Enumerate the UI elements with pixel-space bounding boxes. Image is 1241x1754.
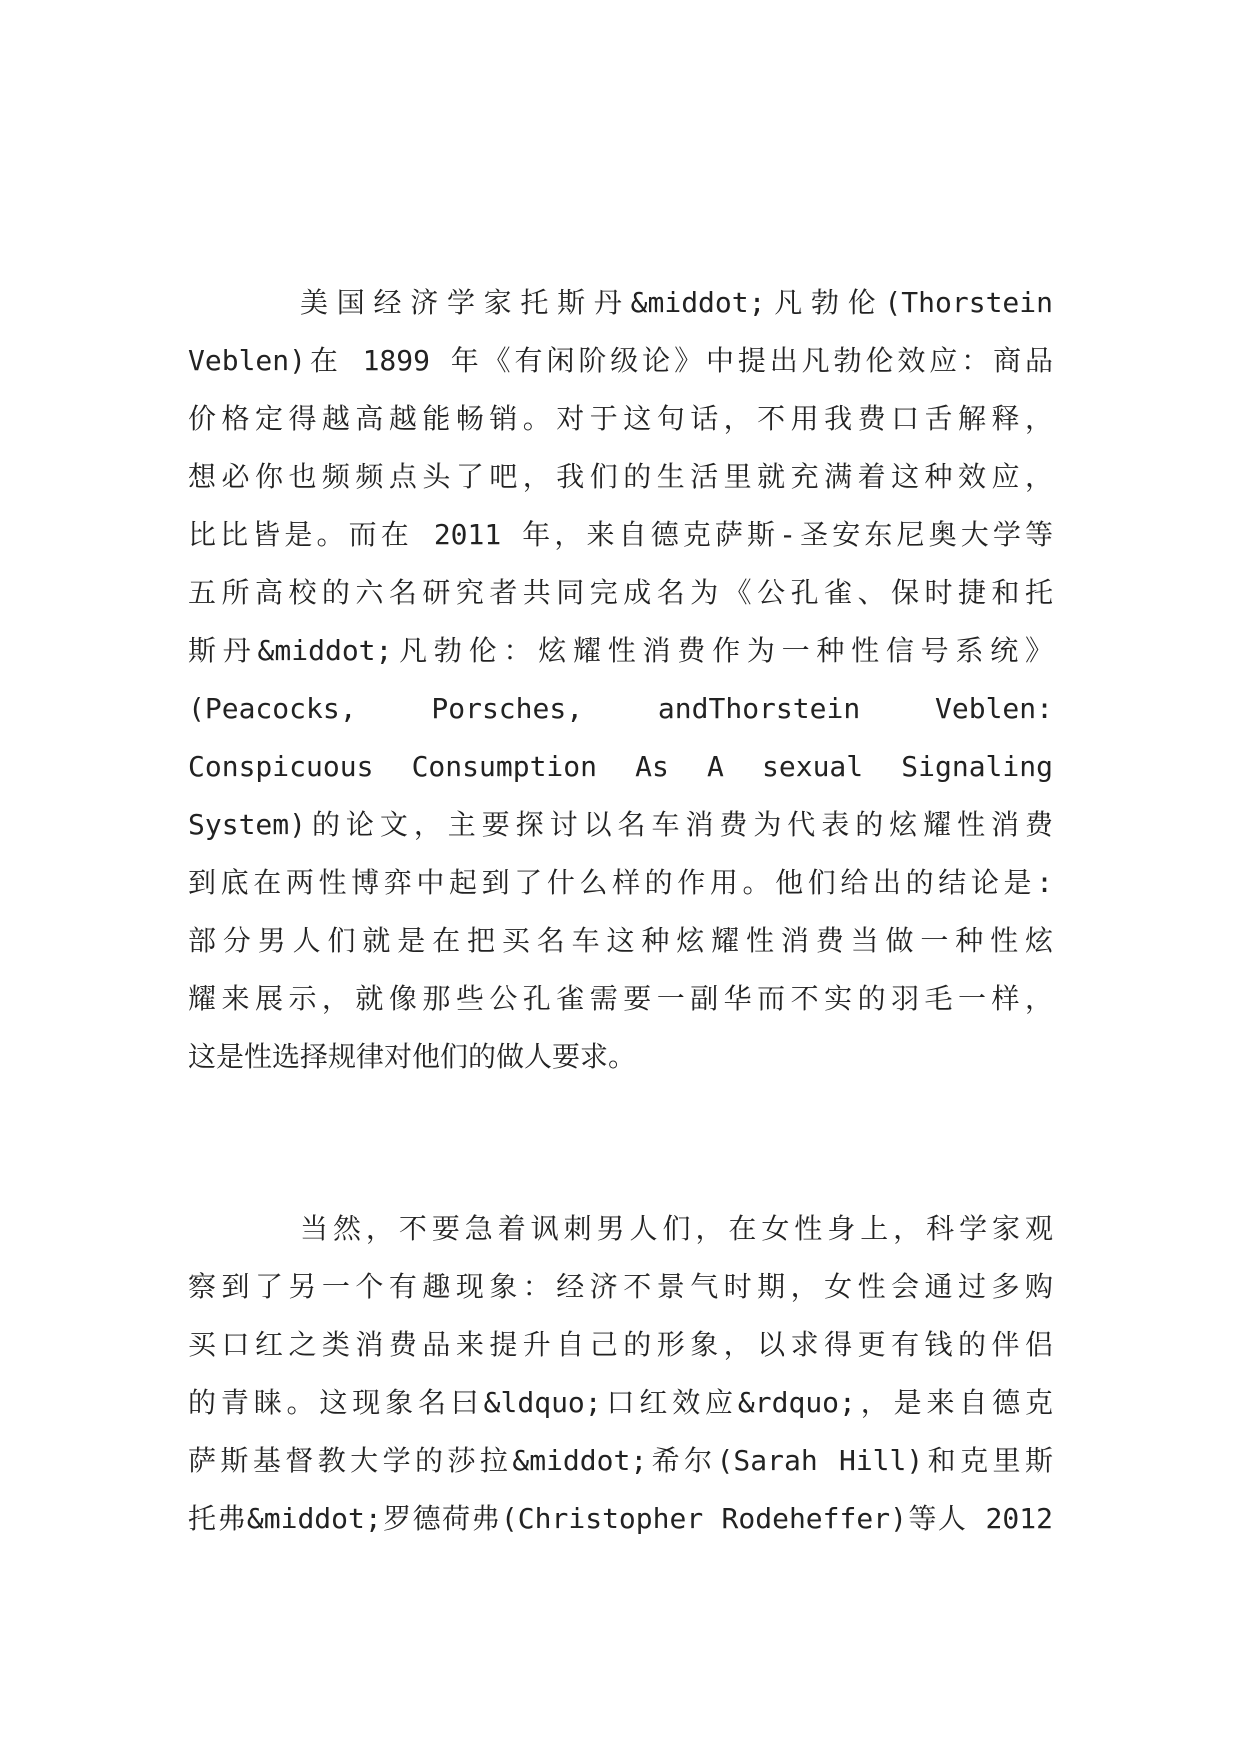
text-line: 当然，不要急着讽刺男人们，在女性身上，科学家观 — [300, 1212, 1053, 1245]
text-line: 耀来展示，就像那些公孔雀需要一副华而不实的羽毛一样， — [188, 982, 1053, 1015]
text-line: 到底在两性博弈中起到了什么样的作用。他们给出的结论是: — [188, 866, 1053, 899]
paragraph-lipstick-effect — [188, 1200, 1053, 1548]
text-line: 想必你也频频点头了吧，我们的生活里就充满着这种效应， — [188, 460, 1053, 493]
text-line: 托弗&middot;罗德荷弗(Christopher Rodeheffer)等人 2012 — [188, 1502, 1053, 1535]
text-line: 美国经济学家托斯丹&middot;凡勃伦(Thorstein — [300, 286, 1053, 319]
text-line: System)的论文，主要探讨以名车消费为代表的炫耀性消费 — [188, 808, 1053, 841]
text-line: 买口红之类消费品来提升自己的形象，以求得更有钱的伴侣 — [188, 1328, 1053, 1361]
text-line: Veblen)在 1899 年《有闲阶级论》中提出凡勃伦效应：商品 — [188, 344, 1053, 377]
paragraph-veblen-effect — [188, 274, 1053, 1086]
text-line: 斯丹&middot;凡勃伦：炫耀性消费作为一种性信号系统》 — [188, 634, 1053, 667]
text-line: (Peacocks, Porsches, andThorstein Veblen: — [188, 692, 1053, 725]
text-line: 萨斯基督教大学的莎拉&middot;希尔(Sarah Hill)和克里斯 — [188, 1444, 1053, 1477]
text-line: 这是性选择规律对他们的做人要求。 — [188, 1040, 637, 1073]
text-line: 比比皆是。而在 2011 年，来自德克萨斯-圣安东尼奥大学等 — [188, 518, 1053, 551]
text-line: 察到了另一个有趣现象：经济不景气时期，女性会通过多购 — [188, 1270, 1053, 1303]
text-line: 价格定得越高越能畅销。对于这句话，不用我费口舌解释， — [188, 402, 1053, 435]
text-line: 部分男人们就是在把买名车这种炫耀性消费当做一种性炫 — [188, 924, 1053, 957]
text-line: 五所高校的六名研究者共同完成名为《公孔雀、保时捷和托 — [188, 576, 1053, 609]
text-line: Conspicuous Consumption As A sexual Signaling — [188, 750, 1053, 783]
text-line: 的青睐。这现象名曰&ldquo;口红效应&rdquo;，是来自德克 — [188, 1386, 1053, 1419]
